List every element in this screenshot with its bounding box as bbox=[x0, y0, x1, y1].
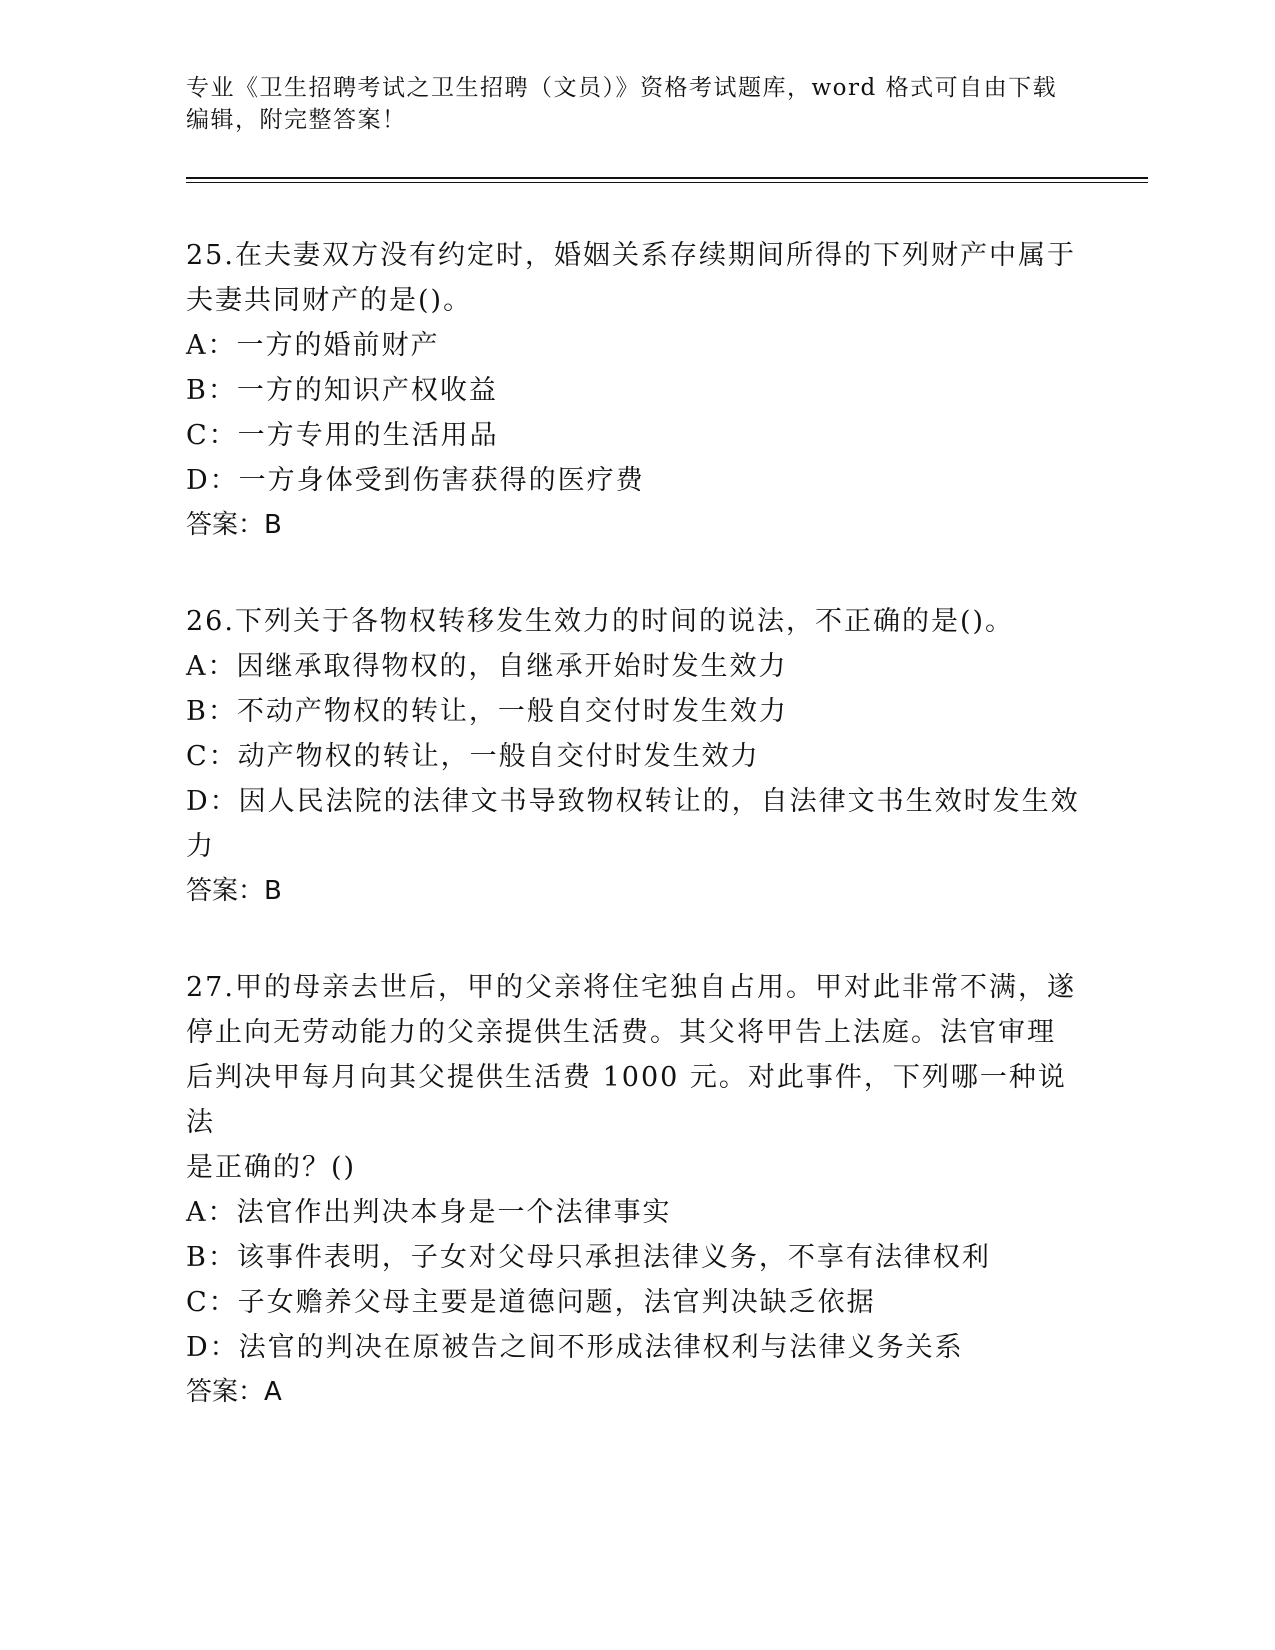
question-stem-line: 26.下列关于各物权转移发生效力的时间的说法，不正确的是()。 bbox=[186, 606, 1015, 637]
question-27 bbox=[186, 965, 1086, 1415]
question-stem-line: 25.在夫妻双方没有约定时，婚姻关系存续期间所得的下列财产中属于 bbox=[186, 240, 1076, 271]
option-d: D：一方身体受到伤害获得的医疗费 bbox=[186, 465, 645, 496]
question-stem-line: 27.甲的母亲去世后，甲的父亲将住宅独自占用。甲对此非常不满，遂 bbox=[186, 972, 1076, 1003]
option-b: B：该事件表明，子女对父母只承担法律义务，不享有法律权利 bbox=[186, 1242, 991, 1273]
answer-line: 答案：B bbox=[186, 510, 282, 540]
option-b: B：不动产物权的转让，一般自交付时发生效力 bbox=[186, 696, 788, 727]
header-line: 编辑，附完整答案！ bbox=[186, 107, 407, 133]
question-stem-line: 后判决甲每月向其父提供生活费 1000 元。对此事件，下列哪一种说法 bbox=[186, 1062, 1067, 1138]
option-d-continuation: 力 bbox=[186, 831, 215, 862]
answer-line: 答案：A bbox=[186, 1377, 282, 1407]
option-d: D：因人民法院的法律文书导致物权转让的，自法律文书生效时发生效 bbox=[186, 786, 1080, 817]
option-c: C：一方专用的生活用品 bbox=[186, 420, 499, 451]
option-b: B：一方的知识产权收益 bbox=[186, 375, 498, 406]
header-divider bbox=[186, 182, 1148, 183]
question-stem-line: 是正确的？() bbox=[186, 1152, 357, 1183]
question-25 bbox=[186, 233, 1086, 548]
option-c: C：动产物权的转让，一般自交付时发生效力 bbox=[186, 741, 760, 772]
option-a: A：一方的婚前财产 bbox=[186, 330, 440, 361]
question-26 bbox=[186, 599, 1086, 914]
question-stem-line: 夫妻共同财产的是()。 bbox=[186, 285, 473, 316]
option-a: A：法官作出判决本身是一个法律事实 bbox=[186, 1197, 672, 1228]
header-divider bbox=[186, 177, 1148, 179]
option-c: C：子女赡养父母主要是道德问题，法官判决缺乏依据 bbox=[186, 1287, 876, 1318]
question-stem-line: 停止向无劳动能力的父亲提供生活费。其父将甲告上法庭。法官审理 bbox=[186, 1017, 1056, 1048]
option-a: A：因继承取得物权的，自继承开始时发生效力 bbox=[186, 651, 788, 682]
header-line: 专业《卫生招聘考试之卫生招聘（文员）》资格考试题库，word 格式可自由下载 bbox=[186, 75, 1058, 101]
option-d: D：法官的判决在原被告之间不形成法律权利与法律义务关系 bbox=[186, 1332, 964, 1363]
document-header bbox=[186, 72, 1066, 136]
answer-line: 答案：B bbox=[186, 876, 282, 906]
